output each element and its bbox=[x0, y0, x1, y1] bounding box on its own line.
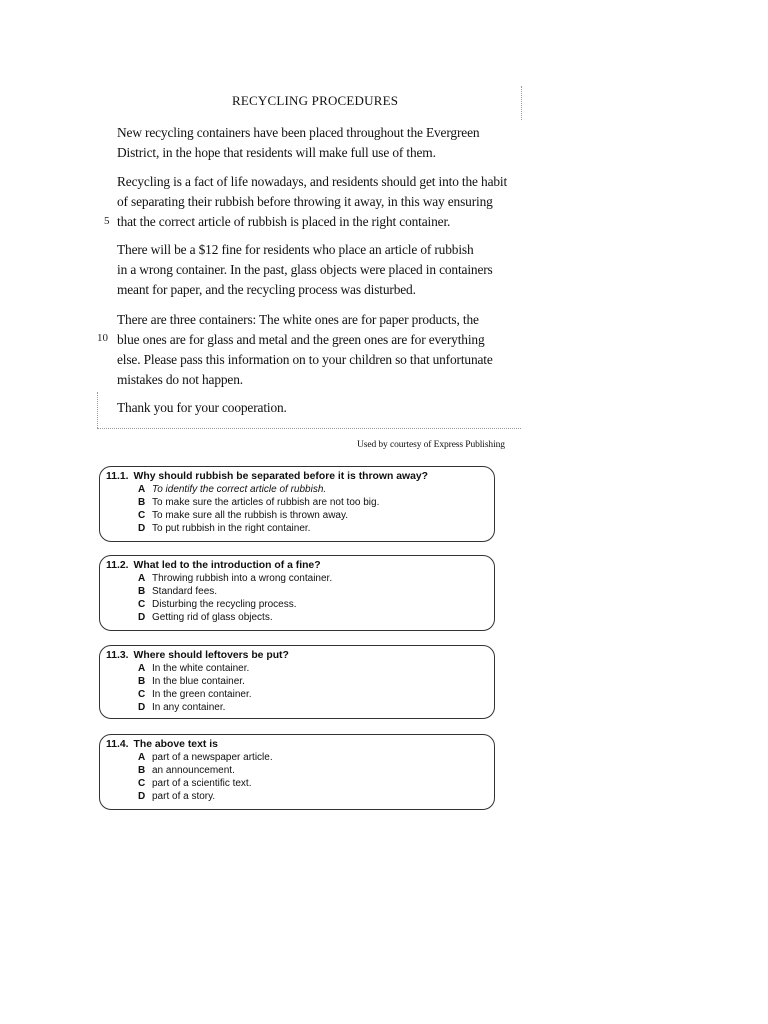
answer-option-c[interactable] bbox=[138, 598, 494, 611]
question-heading bbox=[106, 559, 494, 572]
option-letter: A bbox=[138, 752, 146, 763]
option-text: In the white container. bbox=[152, 663, 250, 674]
document-title: RECYCLING PROCEDURES bbox=[232, 93, 399, 108]
answer-option-c[interactable] bbox=[138, 509, 494, 522]
line-number-10: 10 bbox=[97, 332, 108, 344]
line-number-5: 5 bbox=[104, 215, 110, 227]
option-letter: C bbox=[138, 778, 146, 789]
paragraph-4 bbox=[117, 310, 517, 390]
answer-option-c[interactable] bbox=[138, 688, 494, 701]
option-text: Throwing rubbish into a wrong container. bbox=[152, 573, 333, 584]
question-box-11-4 bbox=[99, 734, 495, 810]
answer-option-b[interactable] bbox=[138, 764, 494, 777]
answer-option-b[interactable] bbox=[138, 496, 494, 509]
paragraph-3 bbox=[117, 240, 517, 300]
answer-option-a[interactable] bbox=[138, 483, 494, 496]
option-text: part of a scientific text. bbox=[152, 778, 252, 789]
option-letter: B bbox=[138, 765, 146, 776]
text-line: of separating their rubbish before throwing it away, in this way ensuring bbox=[117, 194, 493, 209]
option-letter: A bbox=[138, 573, 146, 584]
option-letter: C bbox=[138, 599, 146, 610]
text-line: else. Please pass this information on to your children so that unfortunate bbox=[117, 352, 493, 367]
courtesy-credit: Used by courtesy of Express Publishing bbox=[357, 440, 505, 450]
option-letter: C bbox=[138, 510, 146, 521]
answer-option-a[interactable] bbox=[138, 662, 494, 675]
answer-option-b[interactable] bbox=[138, 585, 494, 598]
option-letter: B bbox=[138, 586, 146, 597]
question-number: 11.2. bbox=[106, 560, 129, 571]
option-text: To identify the correct article of rubbish. bbox=[152, 484, 327, 495]
option-text: Getting rid of glass objects. bbox=[152, 612, 273, 623]
answer-option-d[interactable] bbox=[138, 611, 494, 624]
question-number: 11.4. bbox=[106, 739, 129, 750]
text-line: in a wrong container. In the past, glass objects were placed in containers bbox=[117, 262, 493, 277]
text-line: that the correct article of rubbish is placed in the right container. bbox=[117, 214, 451, 229]
option-text: an announcement. bbox=[152, 765, 235, 776]
text-line: There are three containers: The white ones are for paper products, the bbox=[117, 312, 479, 327]
option-text: In the green container. bbox=[152, 689, 252, 700]
text-line: There will be a $12 fine for residents who place an article of rubbish bbox=[117, 242, 474, 257]
option-letter: C bbox=[138, 689, 146, 700]
option-text: part of a story. bbox=[152, 791, 216, 802]
question-number: 11.1. bbox=[106, 471, 129, 482]
question-box-11-1 bbox=[99, 466, 495, 542]
option-text: part of a newspaper article. bbox=[152, 752, 273, 763]
paragraph-1 bbox=[117, 123, 517, 163]
answer-option-b[interactable] bbox=[138, 675, 494, 688]
option-letter: A bbox=[138, 663, 146, 674]
paragraph-5 bbox=[117, 398, 517, 418]
text-line: mistakes do not happen. bbox=[117, 372, 243, 387]
option-letter: B bbox=[138, 676, 146, 687]
question-text: Where should leftovers be put? bbox=[133, 650, 289, 661]
option-letter: D bbox=[138, 523, 146, 534]
answer-option-a[interactable] bbox=[138, 572, 494, 585]
margin-dotted-line bbox=[521, 86, 522, 120]
option-text: Standard fees. bbox=[152, 586, 218, 597]
option-letter: D bbox=[138, 791, 146, 802]
question-number: 11.3. bbox=[106, 650, 129, 661]
question-box-11-2 bbox=[99, 555, 495, 631]
answer-option-c[interactable] bbox=[138, 777, 494, 790]
option-letter: D bbox=[138, 612, 146, 623]
paragraph-2 bbox=[117, 172, 517, 232]
question-heading bbox=[106, 738, 494, 751]
question-heading bbox=[106, 649, 494, 662]
question-text: Why should rubbish be separated before it is thrown away? bbox=[133, 471, 428, 482]
answer-option-d[interactable] bbox=[138, 701, 494, 714]
question-box-11-3 bbox=[99, 645, 495, 719]
option-text: To make sure the articles of rubbish are not too big. bbox=[152, 497, 380, 508]
option-text: Disturbing the recycling process. bbox=[152, 599, 297, 610]
answer-option-a[interactable] bbox=[138, 751, 494, 764]
text-line: District, in the hope that residents will make full use of them. bbox=[117, 145, 436, 160]
text-line: meant for paper, and the recycling process was disturbed. bbox=[117, 282, 416, 297]
option-text: To make sure all the rubbish is thrown away. bbox=[152, 510, 349, 521]
option-letter: A bbox=[138, 484, 146, 495]
text-line: Recycling is a fact of life nowadays, and residents should get into the habit bbox=[117, 174, 508, 189]
answer-option-d[interactable] bbox=[138, 790, 494, 803]
option-letter: B bbox=[138, 497, 146, 508]
section-divider bbox=[97, 428, 521, 429]
question-heading bbox=[106, 470, 494, 483]
question-text: What led to the introduction of a fine? bbox=[133, 560, 321, 571]
answer-option-d[interactable] bbox=[138, 522, 494, 535]
margin-dotted-line bbox=[97, 392, 98, 428]
text-line: New recycling containers have been placed throughout the Evergreen bbox=[117, 125, 480, 140]
option-text: In the blue container. bbox=[152, 676, 245, 687]
option-text: In any container. bbox=[152, 702, 226, 713]
option-text: To put rubbish in the right container. bbox=[152, 523, 311, 534]
question-text: The above text is bbox=[133, 739, 218, 750]
text-line: Thank you for your cooperation. bbox=[117, 400, 287, 415]
option-letter: D bbox=[138, 702, 146, 713]
text-line: blue ones are for glass and metal and the green ones are for everything bbox=[117, 332, 485, 347]
